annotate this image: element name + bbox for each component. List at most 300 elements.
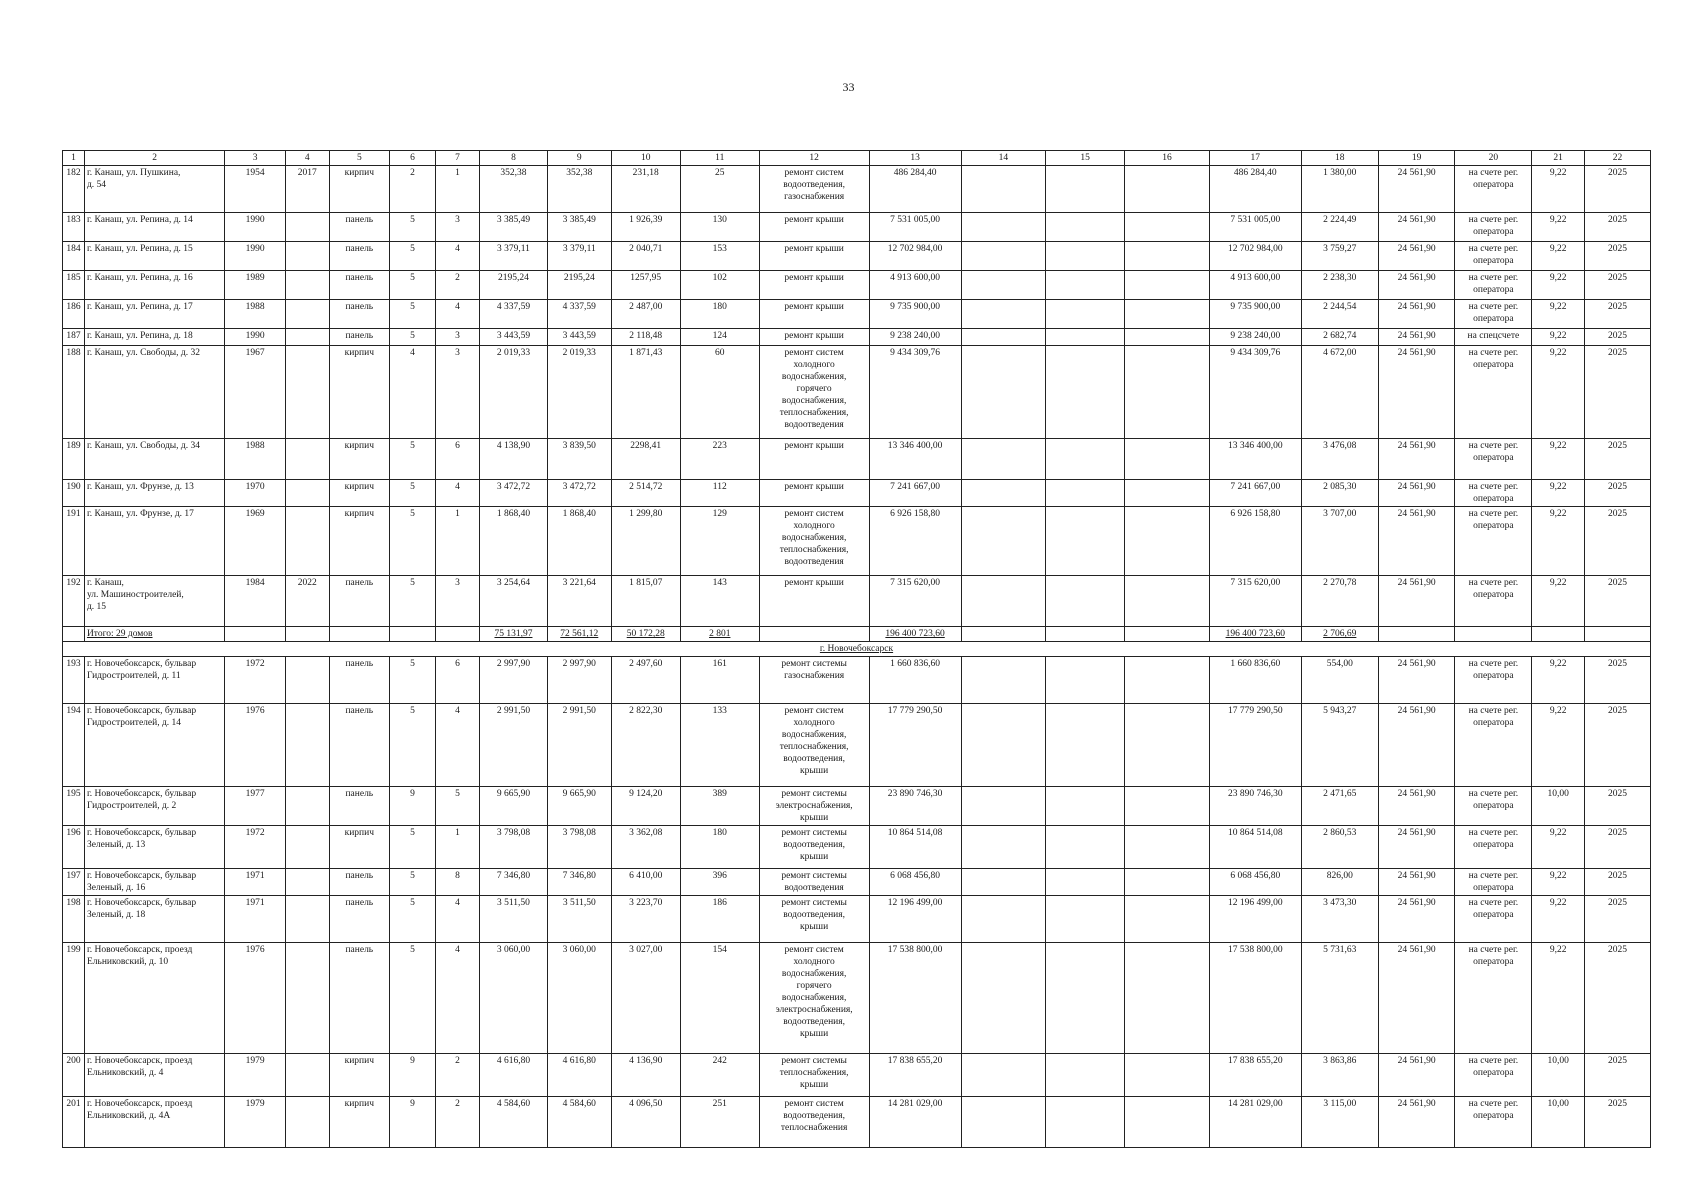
- total-empty: [285, 627, 329, 642]
- cost-per-m2: 2 860,53: [1301, 826, 1378, 869]
- col-15: [1046, 242, 1125, 271]
- cost-17: 23 890 746,30: [1209, 787, 1301, 826]
- total-empty: [329, 627, 389, 642]
- renovation-year: [285, 826, 329, 869]
- area-2: 2 991,50: [547, 704, 611, 787]
- total-cost-per-m2: 2 706,69: [1301, 627, 1378, 642]
- row-number: 199: [63, 943, 85, 1054]
- repair-works: ремонт крыши: [759, 300, 869, 329]
- row-number: 200: [63, 1054, 85, 1097]
- column-number: 18: [1301, 151, 1378, 166]
- total-empty: [389, 627, 435, 642]
- cost-17: 7 315 620,00: [1209, 576, 1301, 627]
- fund-account: на счете рег. оператора: [1455, 826, 1532, 869]
- residents: 102: [680, 271, 759, 300]
- wall-material: кирпич: [329, 826, 389, 869]
- contribution-rate: 9,22: [1532, 896, 1585, 943]
- residents: 25: [680, 166, 759, 213]
- total-cost-17: 196 400 723,60: [1209, 627, 1301, 642]
- renovation-year: [285, 896, 329, 943]
- limit-cost: 24 561,90: [1378, 657, 1455, 704]
- cost-per-m2: 826,00: [1301, 869, 1378, 896]
- cost-17: 7 531 005,00: [1209, 213, 1301, 242]
- fund-account: на счете рег. оператора: [1455, 507, 1532, 576]
- living-area: 2298,41: [611, 439, 680, 480]
- total-area: 3 443,59: [479, 329, 547, 346]
- floors: 5: [389, 576, 435, 627]
- renovation-year: [285, 346, 329, 439]
- area-2: 4 616,80: [547, 1054, 611, 1097]
- living-area: 1 871,43: [611, 346, 680, 439]
- repair-works: ремонт крыши: [759, 329, 869, 346]
- repair-works: ремонт систем водоотведения, теплоснабжения: [759, 1097, 869, 1148]
- renovation-year: [285, 1054, 329, 1097]
- living-area: 3 362,08: [611, 826, 680, 869]
- renovation-year: [285, 439, 329, 480]
- total-empty: [1532, 627, 1585, 642]
- repair-works: ремонт крыши: [759, 480, 869, 507]
- cost-17: 12 702 984,00: [1209, 242, 1301, 271]
- wall-material: панель: [329, 657, 389, 704]
- housing-register-table: [62, 150, 1651, 1148]
- col-16: [1125, 213, 1210, 242]
- cost-17: 14 281 029,00: [1209, 1097, 1301, 1148]
- total-living-area: 50 172,28: [611, 627, 680, 642]
- limit-cost: 24 561,90: [1378, 439, 1455, 480]
- area-2: 2195,24: [547, 271, 611, 300]
- col-15: [1046, 507, 1125, 576]
- build-year: 1979: [225, 1097, 285, 1148]
- build-year: 1984: [225, 576, 285, 627]
- floors: 5: [389, 704, 435, 787]
- col-14: [961, 166, 1046, 213]
- limit-cost: 24 561,90: [1378, 346, 1455, 439]
- build-year: 1970: [225, 480, 285, 507]
- wall-material: кирпич: [329, 439, 389, 480]
- col-14: [961, 657, 1046, 704]
- row-number: 190: [63, 480, 85, 507]
- row-number: 186: [63, 300, 85, 329]
- build-year: 1977: [225, 787, 285, 826]
- living-area: 2 497,60: [611, 657, 680, 704]
- area-2: 3 839,50: [547, 439, 611, 480]
- total-cost: 9 238 240,00: [869, 329, 961, 346]
- contribution-rate: 9,22: [1532, 213, 1585, 242]
- cost-17: 12 196 499,00: [1209, 896, 1301, 943]
- residents: 396: [680, 869, 759, 896]
- renovation-year: [285, 787, 329, 826]
- repair-works: ремонт систем водоотведения, газоснабжения: [759, 166, 869, 213]
- area-2: 9 665,90: [547, 787, 611, 826]
- column-number-row: [63, 151, 1651, 166]
- col-14: [961, 826, 1046, 869]
- col-15: [1046, 657, 1125, 704]
- renovation-year: [285, 704, 329, 787]
- plan-year: 2025: [1584, 826, 1650, 869]
- total-cost: 7 531 005,00: [869, 213, 961, 242]
- total-cost: 17 838 655,20: [869, 1054, 961, 1097]
- total-area: 3 060,00: [479, 943, 547, 1054]
- cost-per-m2: 3 473,30: [1301, 896, 1378, 943]
- repair-works: ремонт системы газоснабжения: [759, 657, 869, 704]
- limit-cost: 24 561,90: [1378, 480, 1455, 507]
- col-14: [961, 869, 1046, 896]
- wall-material: панель: [329, 787, 389, 826]
- fund-account: на счете рег. оператора: [1455, 213, 1532, 242]
- floors: 9: [389, 787, 435, 826]
- total-cost: 23 890 746,30: [869, 787, 961, 826]
- residents: 186: [680, 896, 759, 943]
- repair-works: ремонт крыши: [759, 576, 869, 627]
- limit-cost: 24 561,90: [1378, 787, 1455, 826]
- address: г. Канаш, ул. Фрунзе, д. 13: [84, 480, 224, 507]
- col-14: [961, 213, 1046, 242]
- column-number: 6: [389, 151, 435, 166]
- total-area-2: 72 561,12: [547, 627, 611, 642]
- cost-per-m2: 3 707,00: [1301, 507, 1378, 576]
- floors: 5: [389, 300, 435, 329]
- city-name: г. Новочебоксарск: [63, 642, 1651, 657]
- build-year: 1988: [225, 439, 285, 480]
- total-cost: 12 702 984,00: [869, 242, 961, 271]
- address: г. Новочебоксарск, бульвар Зеленый, д. 18: [84, 896, 224, 943]
- living-area: 2 487,00: [611, 300, 680, 329]
- total-area: 4 337,59: [479, 300, 547, 329]
- column-number: 21: [1532, 151, 1585, 166]
- total-area: 4 616,80: [479, 1054, 547, 1097]
- table-row: [63, 271, 1651, 300]
- address: г. Канаш, ул. Репина, д. 17: [84, 300, 224, 329]
- renovation-year: [285, 1097, 329, 1148]
- living-area: 2 822,30: [611, 704, 680, 787]
- col-16: [1125, 300, 1210, 329]
- build-year: 1990: [225, 329, 285, 346]
- contribution-rate: 9,22: [1532, 242, 1585, 271]
- total-empty: [1584, 627, 1650, 642]
- address: г. Новочебоксарск, проезд Ельниковский, д. 4: [84, 1054, 224, 1097]
- repair-works: ремонт системы теплоснабжения, крыши: [759, 1054, 869, 1097]
- plan-year: 2025: [1584, 704, 1650, 787]
- repair-works: ремонт системы водоотведения: [759, 869, 869, 896]
- cost-17: 6 068 456,80: [1209, 869, 1301, 896]
- area-2: 2 019,33: [547, 346, 611, 439]
- wall-material: кирпич: [329, 166, 389, 213]
- fund-account: на счете рег. оператора: [1455, 657, 1532, 704]
- renovation-year: [285, 242, 329, 271]
- entrances: 1: [436, 166, 480, 213]
- residents: 129: [680, 507, 759, 576]
- living-area: 4 096,50: [611, 1097, 680, 1148]
- table-row: [63, 329, 1651, 346]
- contribution-rate: 9,22: [1532, 507, 1585, 576]
- total-area: 2 991,50: [479, 704, 547, 787]
- residents: 389: [680, 787, 759, 826]
- cost-17: 6 926 158,80: [1209, 507, 1301, 576]
- renovation-year: [285, 300, 329, 329]
- table-row: [63, 507, 1651, 576]
- row-number: 198: [63, 896, 85, 943]
- build-year: 1971: [225, 896, 285, 943]
- column-number: 10: [611, 151, 680, 166]
- residents: 153: [680, 242, 759, 271]
- wall-material: панель: [329, 943, 389, 1054]
- wall-material: панель: [329, 271, 389, 300]
- build-year: 1989: [225, 271, 285, 300]
- entrances: 2: [436, 1054, 480, 1097]
- col-16: [1125, 657, 1210, 704]
- cost-17: 13 346 400,00: [1209, 439, 1301, 480]
- repair-works: ремонт системы электроснабжения, крыши: [759, 787, 869, 826]
- col-16: [1125, 826, 1210, 869]
- column-number: 13: [869, 151, 961, 166]
- wall-material: кирпич: [329, 1054, 389, 1097]
- col-15: [1046, 943, 1125, 1054]
- cost-17: 1 660 836,60: [1209, 657, 1301, 704]
- col-16: [1125, 1054, 1210, 1097]
- wall-material: панель: [329, 213, 389, 242]
- total-cost: 14 281 029,00: [869, 1097, 961, 1148]
- area-2: 3 385,49: [547, 213, 611, 242]
- residents: 124: [680, 329, 759, 346]
- total-cost: 1 660 836,60: [869, 657, 961, 704]
- entrances: 3: [436, 576, 480, 627]
- area-2: 3 379,11: [547, 242, 611, 271]
- column-number: 14: [961, 151, 1046, 166]
- living-area: 231,18: [611, 166, 680, 213]
- contribution-rate: 9,22: [1532, 869, 1585, 896]
- column-number: 16: [1125, 151, 1210, 166]
- contribution-rate: 10,00: [1532, 1097, 1585, 1148]
- col-14: [961, 704, 1046, 787]
- contribution-rate: 9,22: [1532, 480, 1585, 507]
- cost-17: 9 434 309,76: [1209, 346, 1301, 439]
- build-year: 1976: [225, 943, 285, 1054]
- col-14: [961, 576, 1046, 627]
- column-number: 8: [479, 151, 547, 166]
- living-area: 2 118,48: [611, 329, 680, 346]
- cost-17: 9 238 240,00: [1209, 329, 1301, 346]
- table-row: [63, 242, 1651, 271]
- cost-per-m2: 2 682,74: [1301, 329, 1378, 346]
- cost-per-m2: 2 238,30: [1301, 271, 1378, 300]
- column-number: 9: [547, 151, 611, 166]
- cost-per-m2: 3 759,27: [1301, 242, 1378, 271]
- total-cost: 9 434 309,76: [869, 346, 961, 439]
- area-2: 352,38: [547, 166, 611, 213]
- area-2: 3 443,59: [547, 329, 611, 346]
- total-area: 2195,24: [479, 271, 547, 300]
- col-16: [1125, 480, 1210, 507]
- entrances: 3: [436, 213, 480, 242]
- address: г. Канаш, ул. Машиностроителей, д. 15: [84, 576, 224, 627]
- column-number: 1: [63, 151, 85, 166]
- col-14: [961, 329, 1046, 346]
- table-row: [63, 869, 1651, 896]
- plan-year: 2025: [1584, 896, 1650, 943]
- col-16: [1125, 507, 1210, 576]
- cost-per-m2: 2 270,78: [1301, 576, 1378, 627]
- living-area: 1 815,07: [611, 576, 680, 627]
- plan-year: 2025: [1584, 787, 1650, 826]
- floors: 5: [389, 507, 435, 576]
- row-number: 184: [63, 242, 85, 271]
- address: г. Канаш, ул. Репина, д. 14: [84, 213, 224, 242]
- cost-17: 7 241 667,00: [1209, 480, 1301, 507]
- living-area: 3 223,70: [611, 896, 680, 943]
- plan-year: 2025: [1584, 869, 1650, 896]
- total-residents: 2 801: [680, 627, 759, 642]
- cost-per-m2: 2 224,49: [1301, 213, 1378, 242]
- col-15: [1046, 576, 1125, 627]
- floors: 4: [389, 346, 435, 439]
- plan-year: 2025: [1584, 480, 1650, 507]
- area-2: 2 997,90: [547, 657, 611, 704]
- floors: 5: [389, 869, 435, 896]
- residents: 130: [680, 213, 759, 242]
- col-16: [1125, 271, 1210, 300]
- build-year: 1976: [225, 704, 285, 787]
- table-row: [63, 166, 1651, 213]
- col-15: [1046, 826, 1125, 869]
- limit-cost: 24 561,90: [1378, 271, 1455, 300]
- area-2: 3 221,64: [547, 576, 611, 627]
- floors: 5: [389, 213, 435, 242]
- total-area: 3 385,49: [479, 213, 547, 242]
- table-row: [63, 480, 1651, 507]
- living-area: 2 514,72: [611, 480, 680, 507]
- fund-account: на счете рег. оператора: [1455, 271, 1532, 300]
- living-area: 1 926,39: [611, 213, 680, 242]
- column-number: 7: [436, 151, 480, 166]
- table-row: [63, 657, 1651, 704]
- address: г. Новочебоксарск, бульвар Гидростроителей, д. 14: [84, 704, 224, 787]
- col-16: [1125, 704, 1210, 787]
- column-number: 12: [759, 151, 869, 166]
- entrances: 4: [436, 300, 480, 329]
- build-year: 1979: [225, 1054, 285, 1097]
- area-2: 1 868,40: [547, 507, 611, 576]
- fund-account: на счете рег. оператора: [1455, 576, 1532, 627]
- column-number: 5: [329, 151, 389, 166]
- cost-per-m2: 3 115,00: [1301, 1097, 1378, 1148]
- plan-year: 2025: [1584, 439, 1650, 480]
- contribution-rate: 9,22: [1532, 704, 1585, 787]
- col-16: [1125, 787, 1210, 826]
- area-2: 3 472,72: [547, 480, 611, 507]
- total-area: 3 472,72: [479, 480, 547, 507]
- cost-per-m2: 2 244,54: [1301, 300, 1378, 329]
- col-16: [1125, 943, 1210, 1054]
- total-area: 2 019,33: [479, 346, 547, 439]
- cost-per-m2: 554,00: [1301, 657, 1378, 704]
- cost-per-m2: 4 672,00: [1301, 346, 1378, 439]
- wall-material: кирпич: [329, 346, 389, 439]
- row-number: 193: [63, 657, 85, 704]
- cost-17: 9 735 900,00: [1209, 300, 1301, 329]
- col-14: [961, 271, 1046, 300]
- cost-per-m2: 2 471,65: [1301, 787, 1378, 826]
- renovation-year: [285, 329, 329, 346]
- row-number: 182: [63, 166, 85, 213]
- total-area: 3 254,64: [479, 576, 547, 627]
- address: г. Канаш, ул. Пушкина, д. 54: [84, 166, 224, 213]
- table-row: [63, 787, 1651, 826]
- repair-works: ремонт системы водоотведения, крыши: [759, 826, 869, 869]
- column-number: 19: [1378, 151, 1455, 166]
- fund-account: на счете рег. оператора: [1455, 1054, 1532, 1097]
- area-2: 4 337,59: [547, 300, 611, 329]
- row-number: 195: [63, 787, 85, 826]
- limit-cost: 24 561,90: [1378, 1097, 1455, 1148]
- col-16: [1125, 869, 1210, 896]
- contribution-rate: 10,00: [1532, 787, 1585, 826]
- col-15: [1046, 213, 1125, 242]
- contribution-rate: 9,22: [1532, 300, 1585, 329]
- total-empty: [436, 627, 480, 642]
- col-15: [1046, 329, 1125, 346]
- entrances: 4: [436, 943, 480, 1054]
- area-2: 3 060,00: [547, 943, 611, 1054]
- total-area: 7 346,80: [479, 869, 547, 896]
- living-area: 1 299,80: [611, 507, 680, 576]
- total-area: 9 665,90: [479, 787, 547, 826]
- cost-17: 17 538 800,00: [1209, 943, 1301, 1054]
- page-number: 33: [842, 80, 855, 94]
- cost-per-m2: 3 476,08: [1301, 439, 1378, 480]
- plan-year: 2025: [1584, 271, 1650, 300]
- limit-cost: 24 561,90: [1378, 896, 1455, 943]
- living-area: 2 040,71: [611, 242, 680, 271]
- limit-cost: 24 561,90: [1378, 943, 1455, 1054]
- renovation-year: [285, 657, 329, 704]
- col-14: [961, 346, 1046, 439]
- plan-year: 2025: [1584, 346, 1650, 439]
- residents: 112: [680, 480, 759, 507]
- repair-works: ремонт систем холодного водоснабжения, теплоснабжения, водоотведения, крыши: [759, 704, 869, 787]
- total-cost: 196 400 723,60: [869, 627, 961, 642]
- table-row: [63, 826, 1651, 869]
- address: г. Новочебоксарск, бульвар Гидростроителей, д. 2: [84, 787, 224, 826]
- col-15: [1046, 439, 1125, 480]
- wall-material: панель: [329, 242, 389, 271]
- col-16: [1125, 242, 1210, 271]
- fund-account: на счете рег. оператора: [1455, 300, 1532, 329]
- limit-cost: 24 561,90: [1378, 213, 1455, 242]
- column-number: 22: [1584, 151, 1650, 166]
- col-15: [1046, 300, 1125, 329]
- plan-year: 2025: [1584, 166, 1650, 213]
- address: г. Новочебоксарск, проезд Ельниковский, д. 10: [84, 943, 224, 1054]
- col-15: [1046, 1054, 1125, 1097]
- living-area: 1257,95: [611, 271, 680, 300]
- col-15: [1046, 166, 1125, 213]
- repair-works: ремонт крыши: [759, 271, 869, 300]
- contribution-rate: 9,22: [1532, 346, 1585, 439]
- table-row: [63, 346, 1651, 439]
- limit-cost: 24 561,90: [1378, 704, 1455, 787]
- fund-account: на счете рег. оператора: [1455, 1097, 1532, 1148]
- row-number: 189: [63, 439, 85, 480]
- plan-year: 2025: [1584, 943, 1650, 1054]
- residents: 242: [680, 1054, 759, 1097]
- address: г. Новочебоксарск, бульвар Зеленый, д. 16: [84, 869, 224, 896]
- total-empty: [1455, 627, 1532, 642]
- row-number: 188: [63, 346, 85, 439]
- contribution-rate: 9,22: [1532, 826, 1585, 869]
- residents: 60: [680, 346, 759, 439]
- build-year: 1972: [225, 657, 285, 704]
- build-year: 1990: [225, 213, 285, 242]
